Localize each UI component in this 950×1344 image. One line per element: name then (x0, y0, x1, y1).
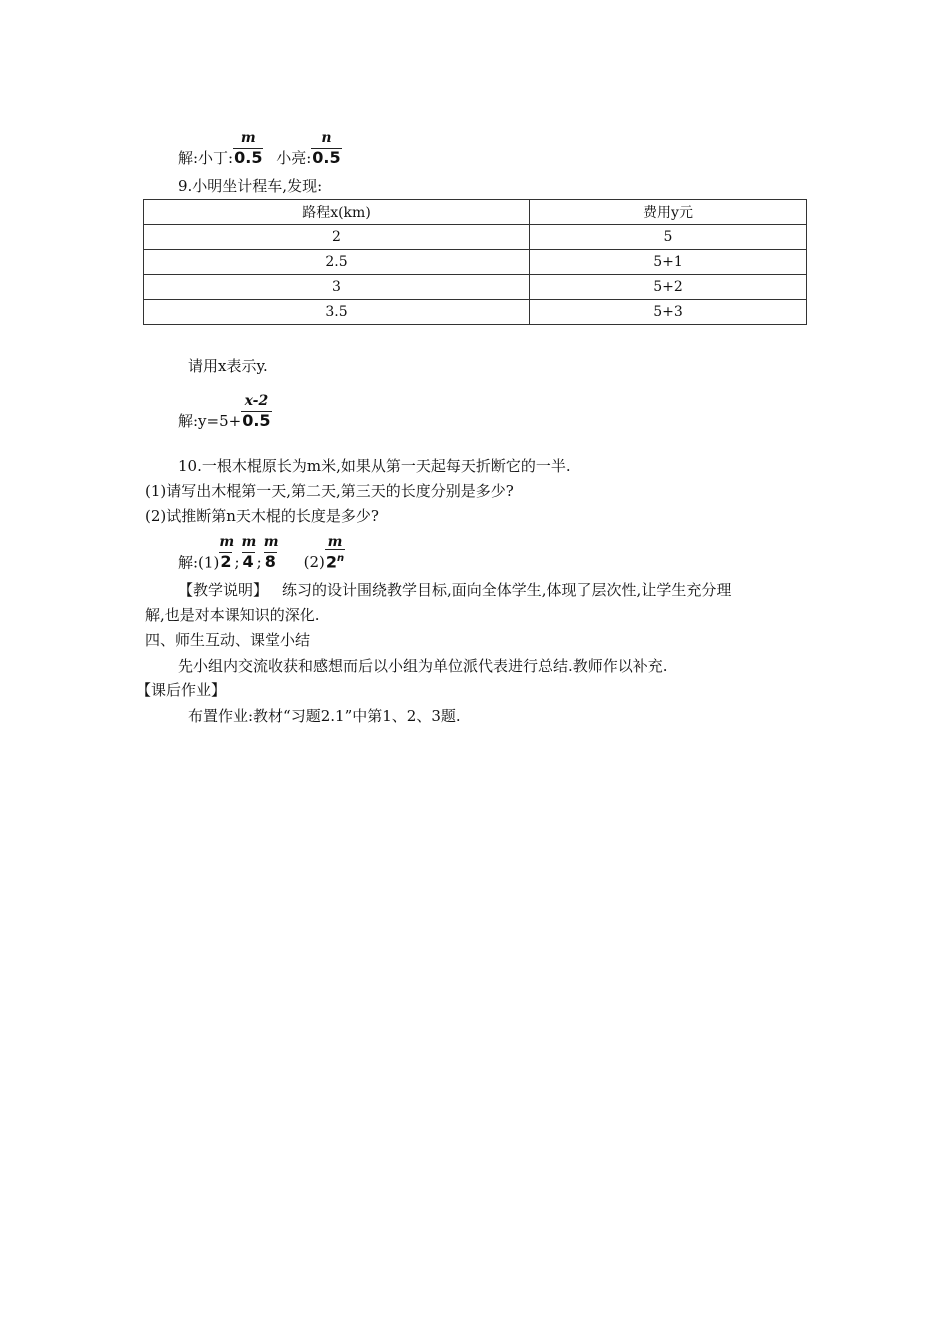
separator: ; (234, 553, 240, 572)
question-9-title: 9.小明坐计程车,发现: (178, 177, 323, 195)
fraction-x-minus-2-over-0.5: $\frac{x-2}{0.5}$ (242, 393, 271, 430)
question-10-part1: (1)请写出木棍第一天,第二天,第三天的长度分别是多少? (145, 482, 514, 500)
table-cell: 3.5 (144, 300, 530, 325)
answer-10-prefix: 解:(1) (178, 553, 220, 572)
homework-body: 布置作业:教材“习题2.1”中第1、2、3题. (188, 707, 461, 725)
table-cell: 5 (530, 225, 807, 250)
teaching-note-label: 【教学说明】 (178, 581, 269, 599)
question-10-part2: (2)试推断第n天木棍的长度是多少? (145, 507, 379, 525)
table-cell: 5+2 (530, 275, 807, 300)
fare-table (143, 199, 807, 325)
question-10-title: 10.一根木棍原长为m米,如果从第一天起每天折断它的一半. (178, 457, 571, 475)
answer-8-prefix: 解:小丁: (178, 149, 234, 167)
table-row (144, 225, 807, 250)
answer-9 (178, 393, 272, 431)
table-row (144, 275, 807, 300)
fraction-n-over-0.5: $\frac{n}{0.5}$ (312, 130, 341, 167)
question-9-prompt: 请用x表示y. (188, 357, 268, 375)
table-cell: 2.5 (144, 250, 530, 275)
fraction-m-over-0.5: $\frac{m}{0.5}$ (234, 130, 263, 167)
table-row (144, 250, 807, 275)
answer-10 (178, 534, 345, 572)
separator: ; (256, 553, 262, 572)
table-cell: 5+3 (530, 300, 807, 325)
teaching-note-line2: 解,也是对本课知识的深化. (145, 606, 320, 624)
table-row (144, 300, 807, 325)
section-4-heading: 四、师生互动、课堂小结 (145, 631, 311, 649)
answer-10-part2-label: (2) (303, 553, 325, 572)
table-cell: 5+1 (530, 250, 807, 275)
answer-8-mid: 小亮: (276, 149, 312, 167)
answer-8 (178, 130, 342, 168)
fraction-m-over-4: $\frac{m}{4}$ (241, 534, 257, 572)
teaching-note-text: 练习的设计围绕教学目标,面向全体学生,体现了层次性,让学生充分理 (282, 581, 732, 599)
column-header-distance: 路程x(km) (144, 200, 530, 225)
section-4-body: 先小组内交流收获和感想而后以小组为单位派代表进行总结.教师作以补充. (178, 657, 668, 675)
table-header-row (144, 200, 807, 225)
fraction-m-over-2: $\frac{m}{2}$ (219, 534, 235, 572)
column-header-fare: 费用y元 (530, 200, 807, 225)
table-cell: 2 (144, 225, 530, 250)
fraction-m-over-8: $\frac{m}{8}$ (263, 534, 279, 572)
fraction-m-over-2-pow-n: $\frac{m}{2^n}$ (325, 534, 345, 572)
homework-heading: 【课后作业】 (136, 681, 227, 699)
table-cell: 3 (144, 275, 530, 300)
answer-9-prefix: 解:y=5+ (178, 412, 242, 430)
teaching-note-line1 (178, 580, 731, 600)
